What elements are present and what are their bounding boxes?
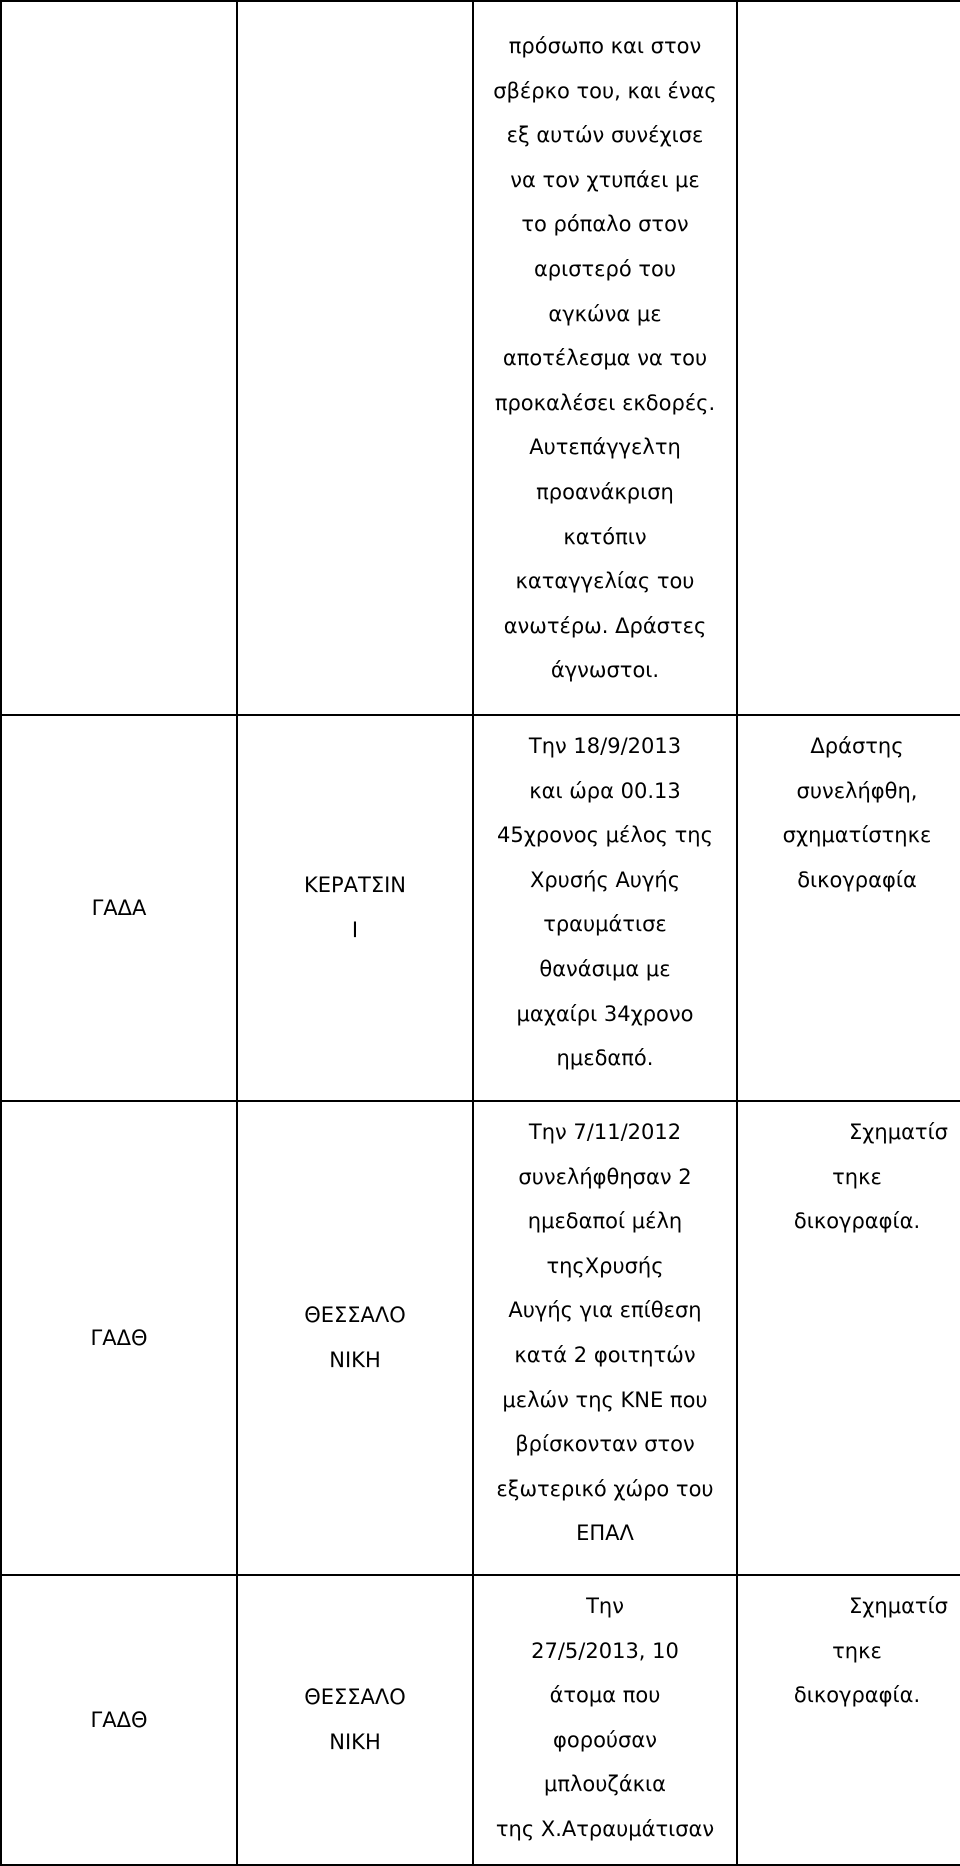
description-text	[474, 1584, 736, 1852]
outcome-line: Σχηματίσ	[849, 1594, 948, 1618]
description-line: αποτέλεσμα να του	[502, 346, 708, 371]
region-text: ΓΑΔΘ	[90, 1325, 148, 1350]
description-line: πρόσωπο και στον	[508, 34, 702, 58]
description-line: συνελήφθησαν 2	[518, 1164, 692, 1189]
description-line: της Χ.Ατραυμάτισαν	[495, 1816, 715, 1841]
description-text	[474, 724, 736, 1081]
table-row	[1, 715, 960, 1101]
outcome-line: Σχηματίσ	[849, 1120, 948, 1144]
description-line: βρίσκονταν στον	[515, 1432, 695, 1457]
location-line: Ι	[351, 918, 359, 942]
description-cell	[473, 1575, 737, 1865]
outcome-cell	[737, 1101, 960, 1575]
description-line: κατόπιν	[563, 524, 647, 549]
outcome-line: σχηματίστηκε	[782, 823, 932, 848]
description-line: προανάκριση	[536, 479, 674, 504]
description-line: 27/5/2013, 10	[531, 1638, 679, 1663]
description-line: σβέρκο του, και ένας	[493, 78, 717, 103]
outcome-line: τηκε	[832, 1164, 882, 1189]
outcome-line: δικογραφία.	[793, 1209, 921, 1234]
description-line: φορούσαν	[553, 1727, 657, 1752]
table-row	[1, 1101, 960, 1575]
description-line: και ώρα 00.13	[529, 778, 681, 803]
description-line: ανωτέρω. Δράστες	[503, 613, 707, 638]
description-line: άτομα που	[549, 1683, 661, 1708]
description-line: τραυμάτισε	[543, 912, 667, 937]
region-text: ΓΑΔΑ	[91, 895, 147, 920]
location-cell	[237, 1101, 473, 1575]
outcome-line: τηκε	[832, 1638, 882, 1663]
description-line: Αυγής για επίθεση	[508, 1298, 702, 1323]
description-cell	[473, 1, 737, 715]
outcome-cell	[737, 1, 960, 715]
location-line: ΚΕΡΑΤΣΙΝ	[303, 873, 407, 898]
description-line: ημεδαπό.	[556, 1046, 654, 1071]
location-line: ΘΕΣΣΑΛΟ	[304, 1303, 406, 1328]
description-line: αριστερό του	[533, 256, 677, 281]
description-line: ημεδαποί μέλη	[527, 1209, 683, 1234]
description-line: θανάσιμα με	[539, 956, 671, 981]
description-line: εξ αυτών συνέχισε	[506, 123, 704, 148]
region-text: ΓΑΔΘ	[90, 1707, 148, 1732]
location-cell	[237, 1575, 473, 1865]
description-line: Την	[586, 1594, 624, 1618]
description-line: αγκώνα με	[548, 301, 662, 326]
location-line: ΘΕΣΣΑΛΟ	[304, 1685, 406, 1710]
description-line: Την 7/11/2012	[528, 1120, 682, 1144]
location-line: ΝΙΚΗ	[329, 1348, 381, 1372]
description-line: Χρυσής Αυγής	[529, 867, 681, 892]
description-line: εξωτερικό χώρο του	[496, 1476, 714, 1501]
description-line: 45χρονος μέλος της	[497, 823, 713, 848]
description-text	[474, 1110, 736, 1556]
outcome-line: συνελήφθη,	[796, 778, 918, 803]
location-cell	[237, 715, 473, 1101]
location-cell	[237, 1, 473, 715]
description-line: μπλουζάκια	[543, 1772, 667, 1797]
table-row	[1, 1, 960, 715]
location-line: ΝΙΚΗ	[329, 1730, 381, 1754]
description-line: ΕΠΑΛ	[576, 1521, 634, 1546]
outcome-cell	[737, 715, 960, 1101]
description-text	[474, 24, 736, 693]
description-line: Αυτεπάγγελτη	[529, 435, 681, 460]
description-line: τηςΧρυσής	[546, 1253, 664, 1278]
description-line: Την 18/9/2013	[528, 734, 682, 758]
outcome-line: Δράστης	[810, 734, 904, 758]
description-line: καταγγελίας του	[515, 569, 695, 594]
outcome-line: δικογραφία	[797, 867, 917, 892]
description-line: το ρόπαλο στον	[521, 212, 689, 237]
description-line: μαχαίρι 34χρονο	[516, 1001, 694, 1026]
description-line: κατά 2 φοιτητών	[514, 1342, 696, 1367]
description-cell	[473, 715, 737, 1101]
region-cell	[1, 1, 237, 715]
region-cell	[1, 1575, 237, 1865]
description-line: προκαλέσει εκδορές.	[494, 390, 716, 415]
description-line: να τον χτυπάει με	[510, 167, 700, 192]
outcome-line: δικογραφία.	[793, 1683, 921, 1708]
description-line: μελών της ΚΝΕ που	[502, 1387, 708, 1412]
region-cell	[1, 715, 237, 1101]
description-cell	[473, 1101, 737, 1575]
table-row	[1, 1575, 960, 1865]
description-line: άγνωστοι.	[550, 658, 660, 683]
outcome-cell	[737, 1575, 960, 1865]
region-cell	[1, 1101, 237, 1575]
